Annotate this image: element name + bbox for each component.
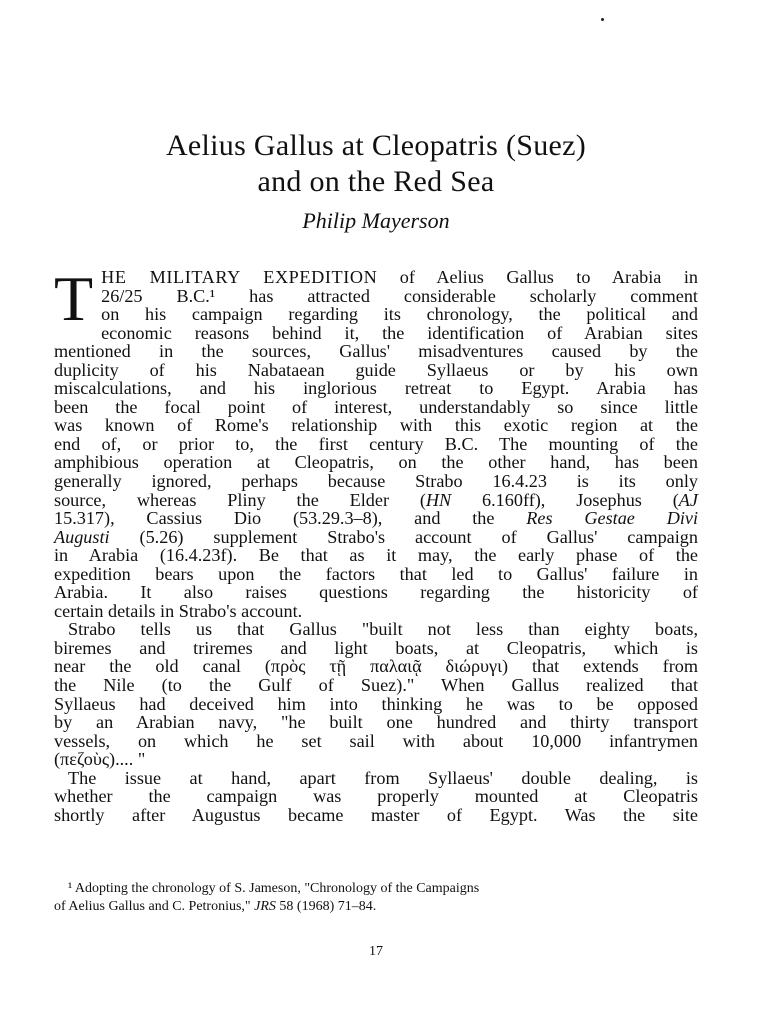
body-line: economic reasons behind it, the identification of Arabian sites xyxy=(101,322,698,343)
drop-cap: T xyxy=(54,263,94,334)
body-line: been the focal point of interest, understandably so since little xyxy=(54,396,698,417)
body-line: on his campaign regarding its chronology, the political and xyxy=(101,304,698,325)
body-line: Augusti (5.26) supplement Strabo's account of Gallus' campaign xyxy=(54,526,698,547)
body-line: the Nile (to the Gulf of Suez)." When Gallus realized that xyxy=(54,675,698,696)
footnote-line: of Aelius Gallus and C. Petronius," JRS 58 (1968) 71–84. xyxy=(54,899,377,914)
article-title xyxy=(54,128,698,200)
body-line: Strabo tells us that Gallus "built not less than eighty boats, xyxy=(68,619,698,640)
body-line: vessels, on which he set sail with about 10,000 infantrymen xyxy=(54,730,698,751)
body-line: whether the campaign was properly mounted at Cleopatris xyxy=(54,786,698,807)
body-line: by an Arabian navy, "he built one hundred and thirty transport xyxy=(54,712,698,733)
title-line-2: and on the Red Sea xyxy=(257,165,495,198)
body-line: source, whereas Pliny the Elder (HN 6.160ff), Josephus (AJ xyxy=(54,489,698,510)
footnote xyxy=(54,880,698,916)
title-line-1: Aelius Gallus at Cleopatris (Suez) xyxy=(165,129,587,162)
body-line: biremes and triremes and light boats, at Cleopatris, which is xyxy=(54,637,698,658)
body-line: 26/25 B.C.¹ has attracted considerable scholarly comment xyxy=(101,285,698,306)
body-line: amphibious operation at Cleopatris, on the other hand, has been xyxy=(54,452,698,473)
article-body xyxy=(54,263,699,825)
body-line: certain details in Strabo's account. xyxy=(54,600,303,621)
body-line: 15.317), Cassius Dio (53.29.3–8), and the Res Gestae Divi xyxy=(54,508,699,529)
speck-mark xyxy=(601,18,604,21)
body-line: near the old canal (πρὸς τῇ παλαιᾷ διώρυγι) that extends from xyxy=(54,656,698,677)
footnote-line: ¹ Adopting the chronology of S. Jameson, "Chronology of the Campaigns xyxy=(68,881,480,896)
body-line: duplicity of his Nabataean guide Syllaeus or by his own xyxy=(54,359,698,380)
body-line: HE MILITARY EXPEDITION of Aelius Gallus to Arabia in xyxy=(101,267,698,287)
body-line: The issue at hand, apart from Syllaeus' double dealing, is xyxy=(68,767,698,788)
body-line: end of, or prior to, the first century B.C. The mounting of the xyxy=(54,433,698,454)
body-line: (πεζοὺς).... " xyxy=(54,749,146,770)
author-name: Philip Mayerson xyxy=(302,208,450,233)
body-line: expedition bears upon the factors that led to Gallus' failure in xyxy=(54,563,698,584)
body-line: shortly after Augustus became master of Egypt. Was the site xyxy=(54,804,698,825)
body-line: was known of Rome's relationship with this exotic region at the xyxy=(54,415,698,436)
body-line: in Arabia (16.4.23f). Be that as it may, the early phase of the xyxy=(54,545,698,566)
page-number: 17 xyxy=(369,944,383,959)
body-line: Syllaeus had deceived him into thinking he was to be opposed xyxy=(54,693,698,714)
body-line: miscalculations, and his inglorious retreat to Egypt. Arabia has xyxy=(54,378,698,399)
body-line: mentioned in the sources, Gallus' misadventures caused by the xyxy=(54,341,698,362)
body-line: Arabia. It also raises questions regarding the historicity of xyxy=(54,582,698,603)
body-line: generally ignored, perhaps because Strabo 16.4.23 is its only xyxy=(54,471,698,492)
